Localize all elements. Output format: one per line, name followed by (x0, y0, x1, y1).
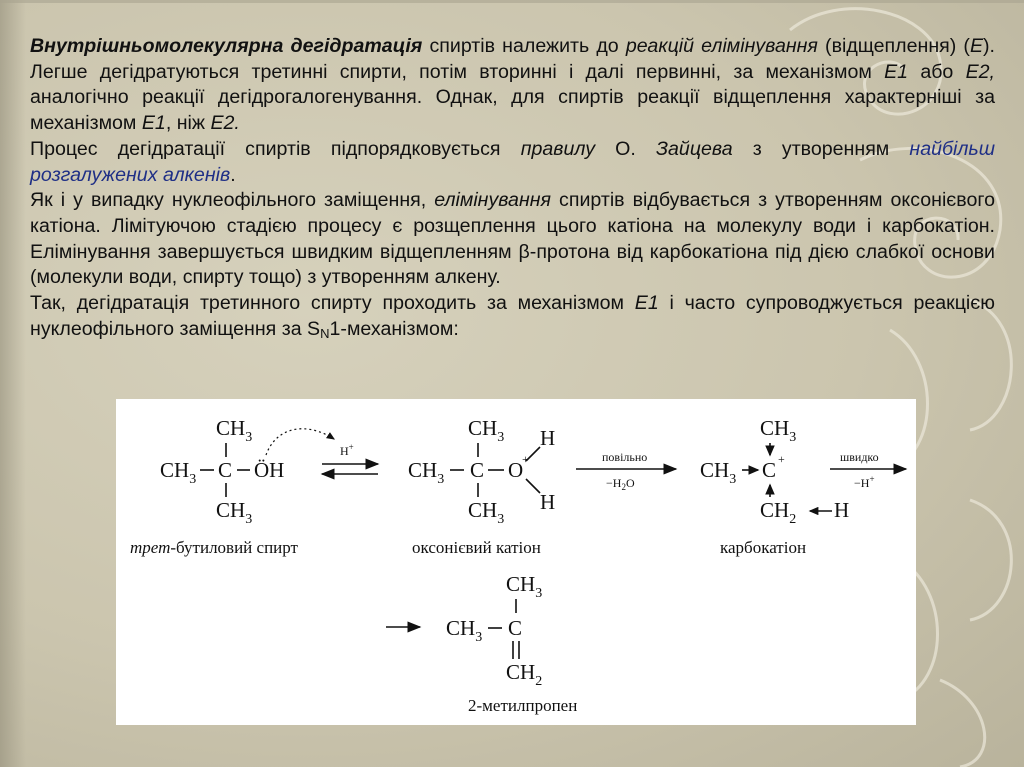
plus-sup: + (348, 442, 354, 452)
hydrogen-label: H (540, 490, 556, 514)
ch3-left-label: CH (408, 458, 438, 482)
caption-text: -бутиловий спирт (170, 538, 298, 557)
arrow-label-minus-water (606, 476, 635, 492)
electron-pair-arrow (266, 429, 334, 455)
reaction-scheme-panel (116, 399, 916, 725)
molecule-carbocation (700, 416, 849, 557)
term-elimination: елімінування (434, 189, 551, 212)
paragraph-3 (30, 188, 995, 291)
minus-h: −H (854, 476, 870, 490)
caption-carbocation: карбокатіон (720, 538, 807, 557)
term-e2: E2, (965, 60, 995, 83)
hydrogen-label: H (540, 426, 556, 450)
subscript-3: 3 (535, 586, 543, 601)
carbon-label: C (762, 458, 777, 482)
carbon-label: C (508, 616, 523, 640)
plus-charge: + (778, 452, 785, 466)
svg-text:CH3 (760, 416, 796, 445)
text-run: аналогічно реакції дегідрогалогенування. Однак, для спиртів реакції відщеплення характерніші за механізмом (30, 86, 995, 135)
term-e2: E2. (210, 112, 240, 135)
text-run: і часто супроводжується реакцією нуклеофільного заміщення за S (30, 292, 995, 340)
term-e1: E1 (634, 292, 659, 315)
ch3-top-label: CH (506, 572, 536, 596)
slide-text (30, 34, 995, 342)
ch3-bottom-label: CH (468, 498, 498, 522)
svg-text:CH3 (408, 458, 444, 487)
ch3-left-label: CH (446, 616, 476, 640)
term-zaitsev: Зайцева (656, 137, 733, 160)
molecule-methylpropene (446, 572, 577, 715)
paragraph-1 (30, 34, 995, 137)
svg-text:CH3 (216, 498, 252, 527)
arrow-label-fast: швидко (840, 450, 879, 464)
beta-hydrogen-label: H (834, 498, 850, 522)
svg-text:CH3 (216, 416, 252, 445)
svg-text:CH3 (160, 458, 196, 487)
minus-h: −H (606, 476, 622, 490)
proton-label (340, 442, 354, 458)
h-label: H (340, 444, 349, 458)
text-run: спиртів відбувається з утворенням оксонієвого катіона. Лімітуючою стадією процесу є розщеплення цього катіона на молекулу води і карбокатіон. Елімінування завершується швидким відщепленням β-протона від карбокатіона під дією слабкої основи (молекули води, спирту тощо) з утворенням алкену. (30, 189, 996, 289)
text-run: О. (595, 137, 656, 160)
molecule-tert-butanol (130, 416, 334, 557)
text-run: спиртів належить до (422, 35, 626, 57)
subscript-2: 2 (535, 674, 543, 689)
ch3-top-label: CH (760, 416, 790, 440)
text-run: ). Легше дегідратуються третинні спирти, потім вторинні і далі первинні, за механізмом (30, 35, 995, 83)
carbon-label: C (470, 458, 485, 482)
svg-text:CH3 (446, 616, 482, 645)
reaction-scheme (116, 399, 916, 725)
term-intramolecular-dehydration: Внутрішньомолекулярна дегідратація (30, 35, 423, 57)
svg-text:CH3 (506, 572, 542, 601)
term-e1: E1 (141, 112, 166, 135)
text-run: , ніж (165, 112, 211, 135)
paragraph-4 (30, 291, 995, 342)
ch3-top-label: CH (216, 416, 246, 440)
svg-text:CH2 (506, 660, 542, 689)
text-run: з утворенням (732, 137, 910, 160)
subscript-3: 3 (189, 472, 197, 487)
caption-tert-butanol (130, 538, 299, 557)
text-run: Процес дегідратації спиртів підпорядковується (30, 137, 521, 160)
hydroxyl-label: ÖH (254, 458, 285, 482)
plus-charge: + (522, 452, 529, 466)
caption-oxonium: оксонієвий катіон (412, 538, 541, 557)
subscript-3: 3 (497, 512, 505, 527)
term-e: E (969, 35, 984, 57)
molecule-oxonium (408, 416, 555, 557)
ch3-top-label: CH (468, 416, 498, 440)
subscript-3: 3 (245, 430, 253, 445)
term-e1: E1 (884, 60, 909, 83)
svg-text:CH3 (700, 458, 736, 487)
subscript-3: 3 (245, 512, 253, 527)
text-run: (відщеплення) ( (817, 35, 970, 57)
subscript-3: 3 (729, 472, 737, 487)
svg-text:CH2 (760, 498, 796, 527)
subscript-3: 3 (789, 430, 797, 445)
subscript-3: 3 (475, 630, 483, 645)
svg-text:CH3 (468, 416, 504, 445)
oxygen-label: O (508, 458, 524, 482)
caption-methylpropene: 2-метилпропен (468, 696, 578, 715)
ch3-bottom-label: CH (216, 498, 246, 522)
term-rule: правилу (520, 137, 596, 160)
highlight-branched-alkenes: найбільш розгалужених алкенів (30, 137, 995, 186)
term-elimination-reactions: реакцій елімінування (625, 35, 818, 57)
subscript-2: 2 (789, 512, 797, 527)
carbon-label: C (218, 458, 233, 482)
plus-sup: + (869, 474, 875, 484)
text-run: . (230, 163, 236, 186)
subscript-3: 3 (497, 430, 505, 445)
text-run: 1-механізмом: (329, 317, 459, 340)
ch3-left-label: CH (160, 458, 190, 482)
text-run: Так, дегідратація третинного спирту проходить за механізмом (30, 292, 635, 315)
paragraph-2 (30, 137, 995, 188)
arrow-label-minus-proton (854, 474, 875, 490)
caption-italic-part: трет (130, 538, 171, 557)
bond-line (526, 479, 540, 493)
slow-step-arrow (576, 450, 676, 492)
sub-2: 2 (621, 482, 626, 492)
subscript-3: 3 (437, 472, 445, 487)
svg-text:CH3 (468, 498, 504, 527)
text-run: або (908, 60, 966, 83)
equilibrium-arrow (322, 442, 378, 474)
o-label: O (625, 476, 635, 490)
ch3-left-label: CH (700, 458, 730, 482)
arrow-label-slow: повільно (602, 450, 648, 464)
ch2-label: CH (506, 660, 536, 684)
text-run: Як і у випадку нуклеофільного заміщення, (30, 189, 435, 212)
subscript-n: N (320, 325, 330, 341)
fast-step-arrow (830, 450, 906, 490)
ch2-label: CH (760, 498, 790, 522)
